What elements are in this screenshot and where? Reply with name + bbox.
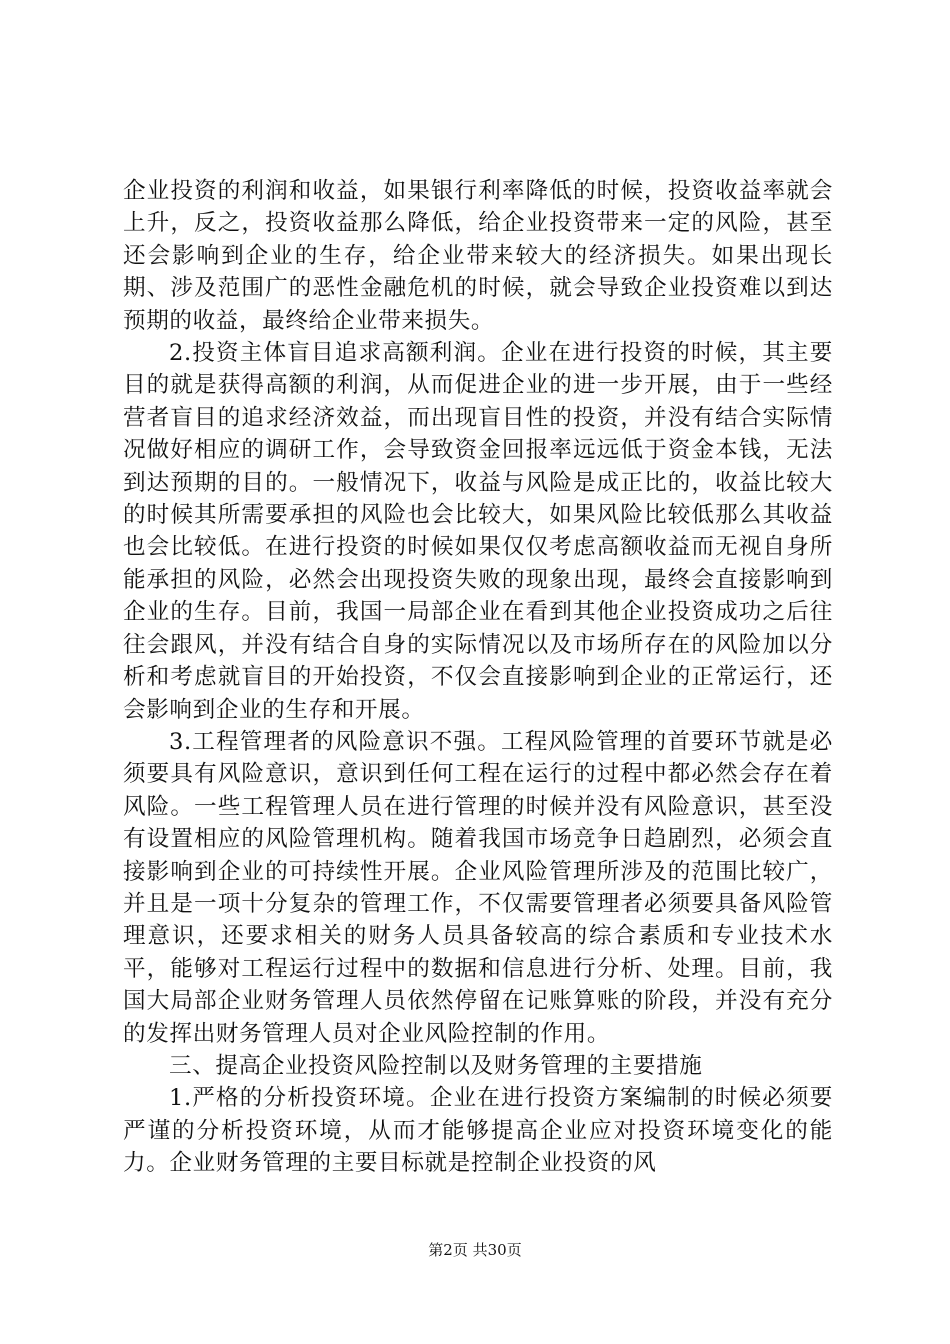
paragraph-point-2: 2.投资主体盲目追求高额利润。企业在进行投资的时候，其主要目的就是获得高额的利润，从而促进企业的进一步开展，由于一些经营者盲目的追求经济效益，而出现盲目性的投资，并没有结合实际情况做好相应的调研工作，会导致资金回报率远远低于资金本钱，无法到达预期的目的。一般情况下，收益与风险是成正比的，收益比较大的时候其所需要承担的风险也会比较大，如果风险比较低那么其收益也会比较低。在进行投资的时候如果仅仅考虑高额收益而无视自身所能承担的风险，必然会出现投资失败的现象出现，最终会直接影响到企业的生存。目前，我国一局部企业在看到其他企业投资成功之后往往会跟风，并没有结合自身的实际情况以及市场所存在的风险加以分析和考虑就盲目的开始投资，不仅会直接影响到企业的正常运行，还会影响到企业的生存和开展。 bbox=[123, 340, 833, 723]
paragraph-point-1: 1.严格的分析投资环境。企业在进行投资方案编制的时候必须要严谨的分析投资环境，从而才能够提高企业应对投资环境变化的能力。企业财务管理的主要目标就是控制企业投资的风 bbox=[123, 1085, 833, 1177]
section-heading: 三、提高企业投资风险控制以及财务管理的主要措施 bbox=[169, 1052, 703, 1079]
document-body bbox=[123, 175, 833, 1180]
paragraph-continuation: 企业投资的利润和收益，如果银行利率降低的时候，投资收益率就会上升，反之，投资收益那么降低，给企业投资带来一定的风险，甚至还会影响到企业的生存，给企业带来较大的经济损失。如果出现长期、涉及范围广的恶性金融危机的时候，就会导致企业投资难以到达预期的收益，最终给企业带来损失。 bbox=[123, 178, 833, 334]
paragraph-point-3: 3.工程管理者的风险意识不强。工程风险管理的首要环节就是必须要具有风险意识，意识到任何工程在运行的过程中都必然会存在着风险。一些工程管理人员在进行管理的时候并没有风险意识，甚至没有设置相应的风险管理机构。随着我国市场竞争日趋剧烈，必须会直接影响到企业的可持续性开展。企业风险管理所涉及的范围比较广，并且是一项十分复杂的管理工作，不仅需要管理者必须要具备风险管理意识，还要求相关的财务人员具备较高的综合素质和专业技术水平，能够对工程运行过程中的数据和信息进行分析、处理。目前，我国大局部企业财务管理人员依然停留在记账算账的阶段，并没有充分的发挥出财务管理人员对企业风险控制的作用。 bbox=[123, 728, 833, 1047]
page-footer: 第2页 共30页 bbox=[428, 1241, 522, 1259]
